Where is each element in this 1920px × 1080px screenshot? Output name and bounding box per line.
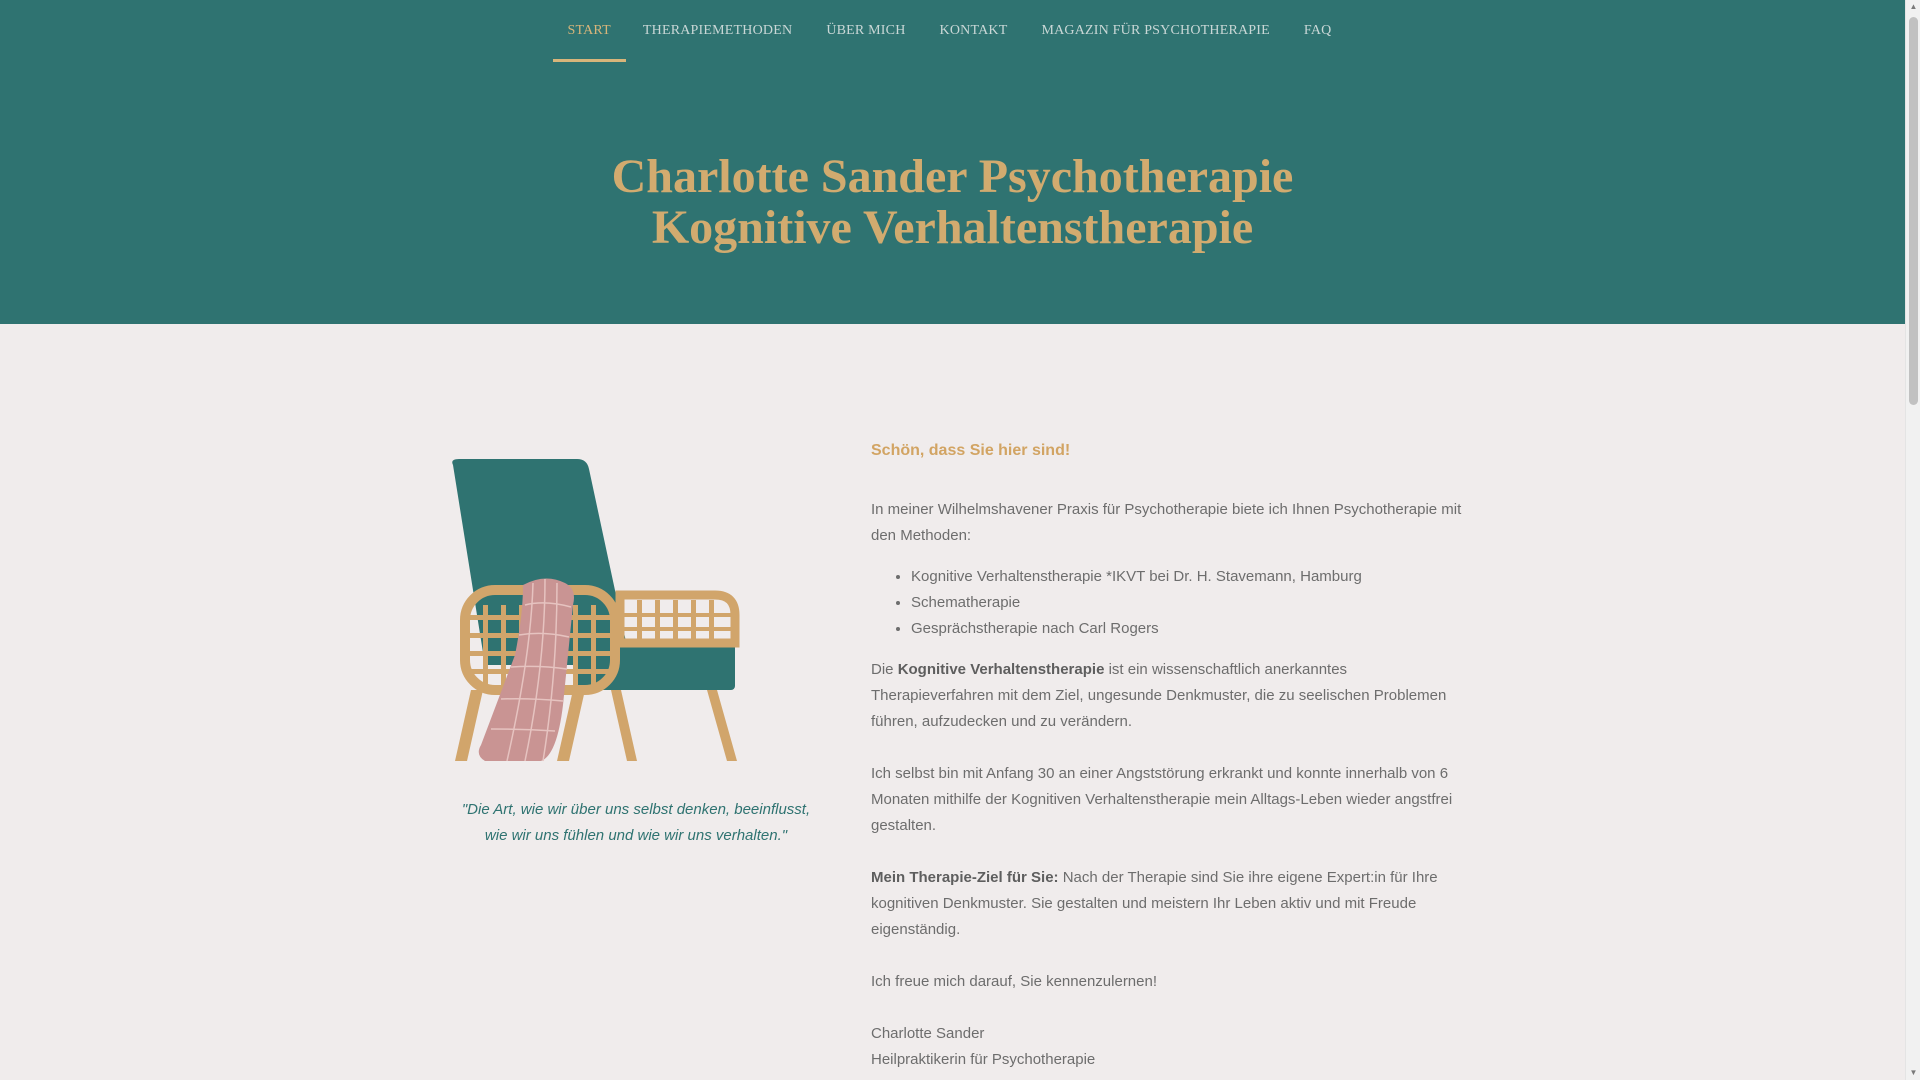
kvt-rest: ist ein wissenschaftlich anerkanntes Therapieverfahren mit dem Ziel, ungesunde Denkmuster, die zu seelischen Problemen führen, aufzudecken und zu verändern.: [871, 661, 1447, 730]
site-header: [0, 0, 1905, 324]
nav-item-faq[interactable]: FAQ: [1303, 23, 1332, 38]
page-scrollbar[interactable]: [1905, 0, 1920, 1080]
quote-line-2: wie wir uns fühlen und wie wir uns verhalten.": [484, 827, 788, 844]
scroll-down-arrow-icon[interactable]: ▼: [1909, 1068, 1918, 1077]
goal-bold: Mein Therapie-Ziel für Sie:: [871, 869, 1059, 886]
greeting-heading: Schön, dass Sie hier sind!: [871, 442, 1071, 459]
scrollbar-thumb[interactable]: [1909, 17, 1918, 405]
page-title: [0, 151, 1905, 253]
nav-item-therapiemethoden[interactable]: THERAPIEMETHODEN: [642, 23, 793, 38]
kvt-prefix: Die: [871, 661, 898, 678]
signature-title: Heilpraktikerin für Psychotherapie: [871, 1051, 1096, 1068]
personal-paragraph: Ich selbst bin mit Anfang 30 an einer Angststörung erkrankt und konnte innerhalb von 6 Monaten mithilfe der Kognitiven Verhaltenstherapie mein Alltags-Leben wieder angstfrei gestalten.: [871, 765, 1453, 834]
armchair-illustration: [445, 455, 745, 765]
list-item: • Schematherapie: [911, 590, 1471, 616]
quote: [440, 797, 832, 849]
signature-name: Charlotte Sander: [871, 1025, 985, 1042]
methods-list: [911, 564, 1471, 642]
main-navigation: [0, 0, 1905, 62]
page-title-line-1: Charlotte Sander Psychotherapie: [611, 150, 1294, 203]
goal-rest: Nach der Therapie sind Sie ihre eigene Expert:in für Ihre kognitiven Denkmuster. Sie gestalten und meistern Ihr Leben aktiv und mit Freude eigenständig.: [871, 869, 1438, 938]
nav-item-kontakt[interactable]: KONTAKT: [939, 23, 1008, 38]
kvt-paragraph: [871, 657, 1471, 735]
main-content: [871, 438, 1471, 1073]
rattan-armrest-right: [620, 595, 735, 643]
scroll-up-arrow-icon[interactable]: ▲: [1909, 2, 1918, 11]
nav-item-start[interactable]: START: [553, 0, 626, 62]
list-item: • Gesprächstherapie nach Carl Rogers: [911, 616, 1471, 642]
closing-paragraph: Ich freue mich darauf, Sie kennenzulernen!: [871, 973, 1158, 990]
page-title-line-2: Kognitive Verhaltenstherapie: [651, 201, 1254, 254]
quote-line-1: "Die Art, wie wir über uns selbst denken, beeinflusst,: [461, 801, 811, 818]
list-item: • Kognitive Verhaltenstherapie *IKVT bei Dr. H. Stavemann, Hamburg: [911, 564, 1471, 590]
intro-paragraph: In meiner Wilhelmshavener Praxis für Psychotherapie biete ich Ihnen Psychotherapie mit den Methoden:: [871, 501, 1462, 544]
kvt-bold: Kognitive Verhaltenstherapie: [897, 661, 1105, 678]
nav-item-ueber-mich[interactable]: ÜBER MICH: [826, 23, 906, 38]
nav-item-magazin[interactable]: MAGAZIN FÜR PSYCHOTHERAPIE: [1041, 23, 1270, 38]
goal-paragraph: [871, 865, 1471, 943]
